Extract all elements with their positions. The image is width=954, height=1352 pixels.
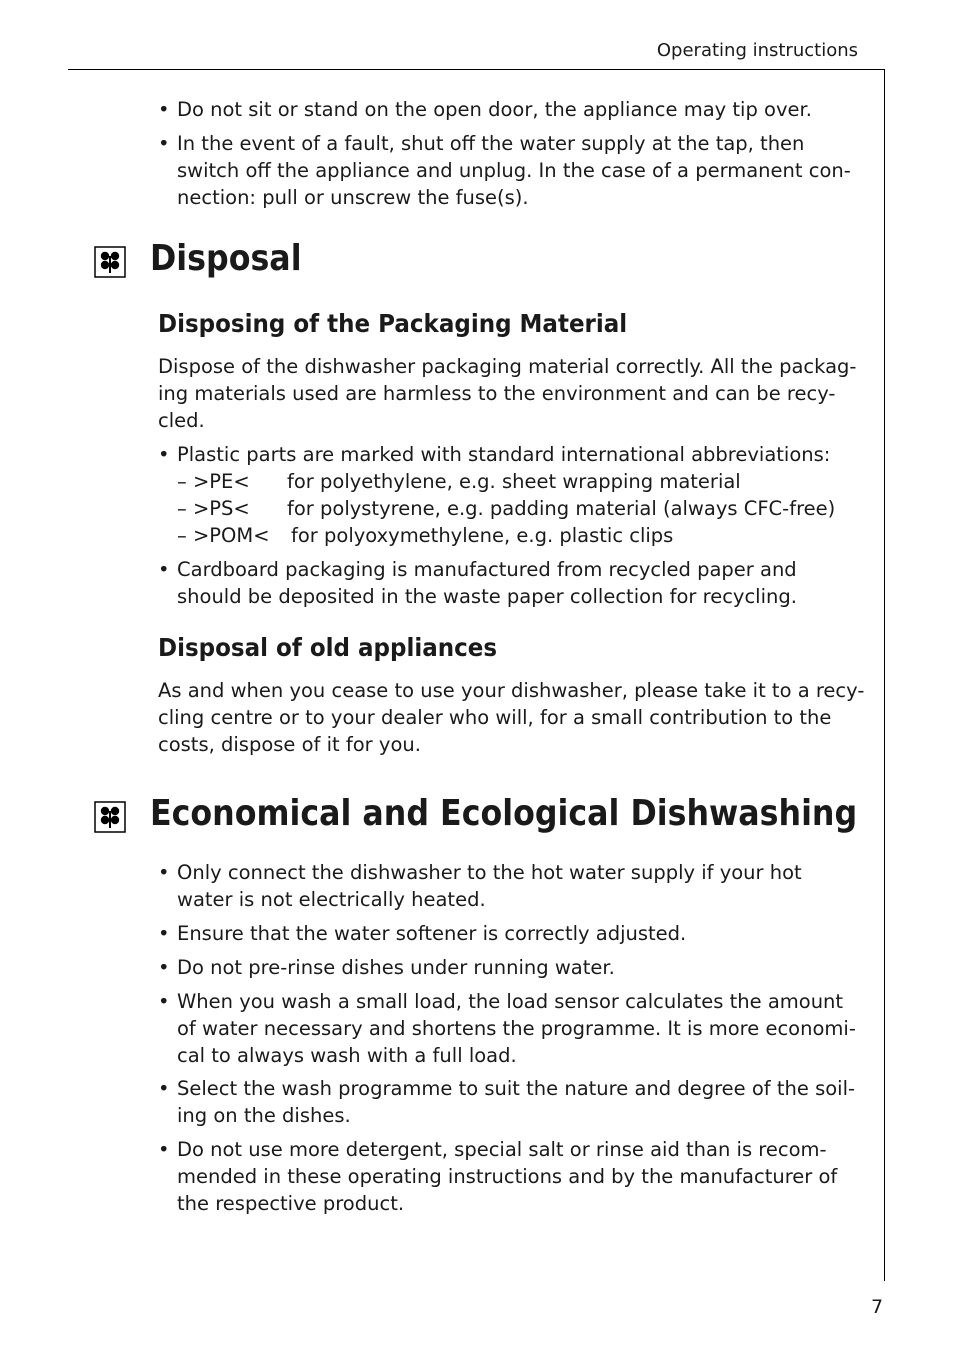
section-title-disposal: Disposal [150,238,302,279]
list-item: • Plastic parts are marked with standard international abbreviations: [158,441,863,468]
abbreviation-row [177,522,673,549]
old-appliances-text: As and when you cease to use your dishwasher, please take it to a recy- cling centre or to your dealer who will, for a small contribution to the costs, dispose of it for you. [158,679,865,756]
abbreviation-code: – >PS< [177,497,250,520]
list-item: • Only connect the dishwasher to the hot water supply if your hot water is not electrically heated. [158,859,863,913]
header-title: Operating instructions [656,40,858,61]
list-item: • Do not sit or stand on the open door, the appliance may tip over. [158,96,863,123]
abbreviation-desc: for polyethylene, e.g. sheet wrapping material [287,470,741,493]
section-title-economical: Economical and Ecological Dishwashing [150,793,858,834]
list-item: • Do not use more detergent, special salt or rinse aid than is recom- mended in these operating instructions and by the manufacturer of the respective product. [158,1136,863,1217]
margin-rule [884,69,885,1281]
clover-icon [94,246,126,278]
list-item: • When you wash a small load, the load sensor calculates the amount of water necessary and shortens the programme. It is more economi- cal to always wash with a full load. [158,988,863,1069]
abbreviation-desc: for polyoxymethylene, e.g. plastic clips [291,524,674,547]
abbreviation-row [177,495,835,522]
abbreviation-code: – >PE< [177,470,250,493]
subsection-title-packaging: Disposing of the Packaging Material [158,309,628,338]
list-item: • In the event of a fault, shut off the water supply at the tap, then switch off the appliance and unplug. In the case of a permanent con- nection: pull or unscrew the fuse(s). [158,130,863,211]
clover-icon [94,801,126,833]
subsection-title-old-appliances: Disposal of old appliances [158,633,498,662]
abbreviation-row [177,468,741,495]
list-item: • Ensure that the water softener is correctly adjusted. [158,920,863,947]
header-rule [68,69,885,70]
packaging-intro: Dispose of the dishwasher packaging material correctly. All the packag- ing materials used are harmless to the environment and can be recy- cled. [158,355,857,432]
list-item: • Select the wash programme to suit the nature and degree of the soil- ing on the dishes. [158,1075,863,1129]
list-item: • Cardboard packaging is manufactured from recycled paper and should be deposited in the waste paper collection for recycling. [158,556,863,610]
page-number: 7 [871,1296,884,1318]
list-item: • Do not pre-rinse dishes under running water. [158,954,863,981]
abbreviation-desc: for polystyrene, e.g. padding material (always CFC-free) [287,497,836,520]
abbreviation-code: – >POM< [177,524,270,547]
